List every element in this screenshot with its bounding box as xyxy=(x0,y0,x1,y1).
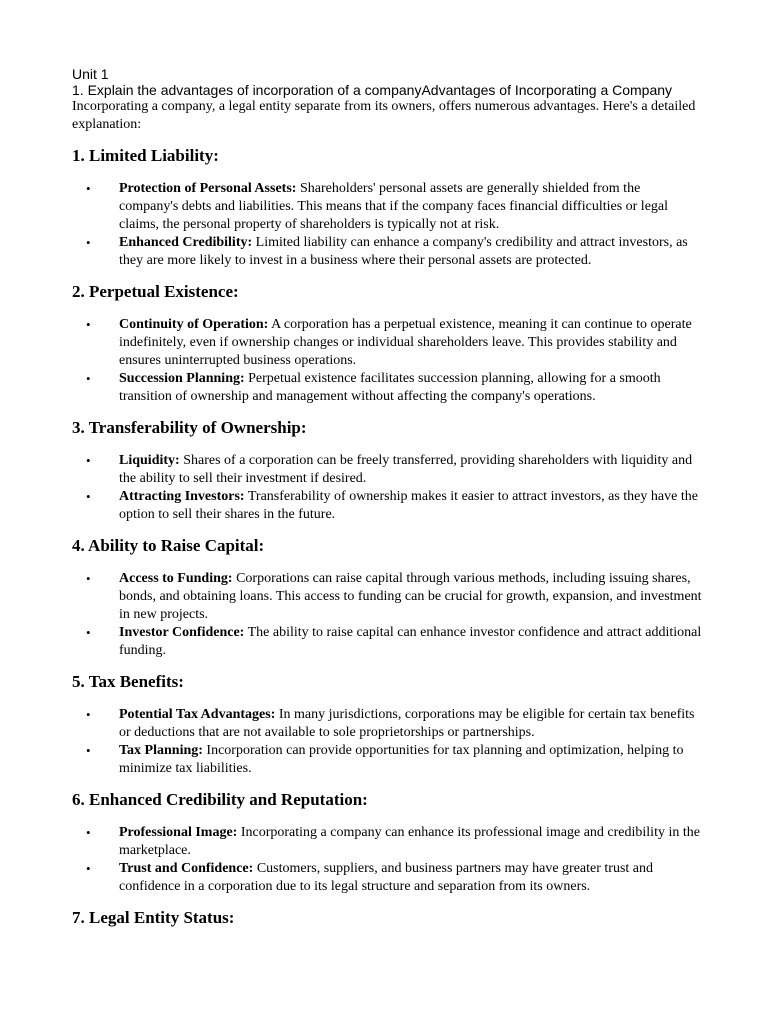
section-heading: 5. Tax Benefits: xyxy=(72,672,184,691)
section-heading: 2. Perpetual Existence: xyxy=(72,282,239,301)
bullet-icon: • xyxy=(86,743,91,758)
point-text: Shareholders' personal assets are generally shielded from the company's debts and liabilities. This means that if the company faces financial difficulties or legal claims, the personal property of shareholders is typically not at risk. xyxy=(119,181,669,232)
list-item xyxy=(72,824,702,860)
list-item xyxy=(72,234,702,270)
list-item xyxy=(72,452,702,488)
point-term: Tax Planning: xyxy=(119,743,203,758)
point-text: Shares of a corporation can be freely transferred, providing shareholders with liquidity and the ability to sell their investment if desired. xyxy=(119,453,693,486)
bullet-list xyxy=(72,180,702,270)
point-term: Continuity of Operation: xyxy=(119,317,269,332)
bullet-list xyxy=(72,452,702,524)
point-text: Transferability of ownership makes it easier to attract investors, as they have the option to sell their shares in the future. xyxy=(119,489,698,522)
point-text: Incorporating a company can enhance its professional image and credibility in the marketplace. xyxy=(119,825,700,858)
point-text: In many jurisdictions, corporations may be eligible for certain tax benefits or deductions that are not available to sole proprietorships or partnerships. xyxy=(119,707,695,740)
list-item xyxy=(72,706,702,742)
point-text: Limited liability can enhance a company's credibility and attract investors, as they are more likely to invest in a business where their personal assets are protected. xyxy=(119,235,688,268)
point-text: The ability to raise capital can enhance investor confidence and attract additional funding. xyxy=(119,625,702,658)
section xyxy=(72,536,702,660)
list-item xyxy=(72,370,702,406)
list-item xyxy=(72,860,702,896)
list-item xyxy=(72,742,702,778)
unit-label: Unit 1 xyxy=(72,66,109,82)
point-text: A corporation has a perpetual existence, meaning it can continue to operate indefinitely, even if ownership changes or individual shareholders leave. This provides stability and ensures uninterrupted business operations. xyxy=(119,317,692,368)
section-heading: 3. Transferability of Ownership: xyxy=(72,418,307,437)
bullet-icon: • xyxy=(86,453,91,468)
point-term: Potential Tax Advantages: xyxy=(119,707,276,722)
point-term: Access to Funding: xyxy=(119,571,233,586)
section xyxy=(72,790,702,896)
bullet-icon: • xyxy=(86,825,91,840)
bullet-icon: • xyxy=(86,235,91,250)
point-term: Investor Confidence: xyxy=(119,625,245,640)
point-text: Perpetual existence facilitates succession planning, allowing for a smooth transition of ownership and management without affecting the company's operations. xyxy=(119,371,661,404)
point-term: Protection of Personal Assets: xyxy=(119,181,297,196)
point-term: Liquidity: xyxy=(119,453,180,468)
bullet-icon: • xyxy=(86,571,91,586)
section-heading: 7. Legal Entity Status: xyxy=(72,908,235,927)
bullet-icon: • xyxy=(86,707,91,722)
list-item xyxy=(72,180,702,234)
section xyxy=(72,418,702,524)
list-item xyxy=(72,624,702,660)
point-term: Attracting Investors: xyxy=(119,489,245,504)
point-text: Customers, suppliers, and business partners may have greater trust and confidence in a corporation due to its legal structure and separation from its owners. xyxy=(119,861,653,894)
bullet-icon: • xyxy=(86,371,91,386)
bullet-list xyxy=(72,706,702,778)
section xyxy=(72,672,702,778)
point-term: Trust and Confidence: xyxy=(119,861,254,876)
bullet-icon: • xyxy=(86,181,91,196)
intro-paragraph: Incorporating a company, a legal entity separate from its owners, offers numerous advantages. Here's a detailed explanation: xyxy=(72,99,696,132)
point-term: Enhanced Credibility: xyxy=(119,235,253,250)
bullet-icon: • xyxy=(86,489,91,504)
bullet-icon: • xyxy=(86,625,91,640)
point-text: Corporations can raise capital through various methods, including issuing shares, bonds, and obtaining loans. This access to funding can be crucial for growth, expansion, and investment in new projects. xyxy=(119,571,702,622)
bullet-icon: • xyxy=(86,861,91,876)
document-page xyxy=(72,66,702,928)
section-heading: 6. Enhanced Credibility and Reputation: xyxy=(72,790,368,809)
bullet-list xyxy=(72,316,702,406)
sections-container xyxy=(72,146,702,928)
bullet-list xyxy=(72,824,702,896)
section xyxy=(72,908,702,928)
section-heading: 1. Limited Liability: xyxy=(72,146,219,165)
list-item xyxy=(72,488,702,524)
section-heading: 4. Ability to Raise Capital: xyxy=(72,536,265,555)
point-term: Professional Image: xyxy=(119,825,238,840)
bullet-list xyxy=(72,570,702,660)
list-item xyxy=(72,570,702,624)
bullet-icon: • xyxy=(86,317,91,332)
section xyxy=(72,146,702,270)
list-item xyxy=(72,316,702,370)
point-term: Succession Planning: xyxy=(119,371,245,386)
point-text: Incorporation can provide opportunities for tax planning and optimization, helping to minimize tax liabilities. xyxy=(119,743,684,776)
section xyxy=(72,282,702,406)
question-text: 1. Explain the advantages of incorporation of a companyAdvantages of Incorporating a Company xyxy=(72,82,673,98)
